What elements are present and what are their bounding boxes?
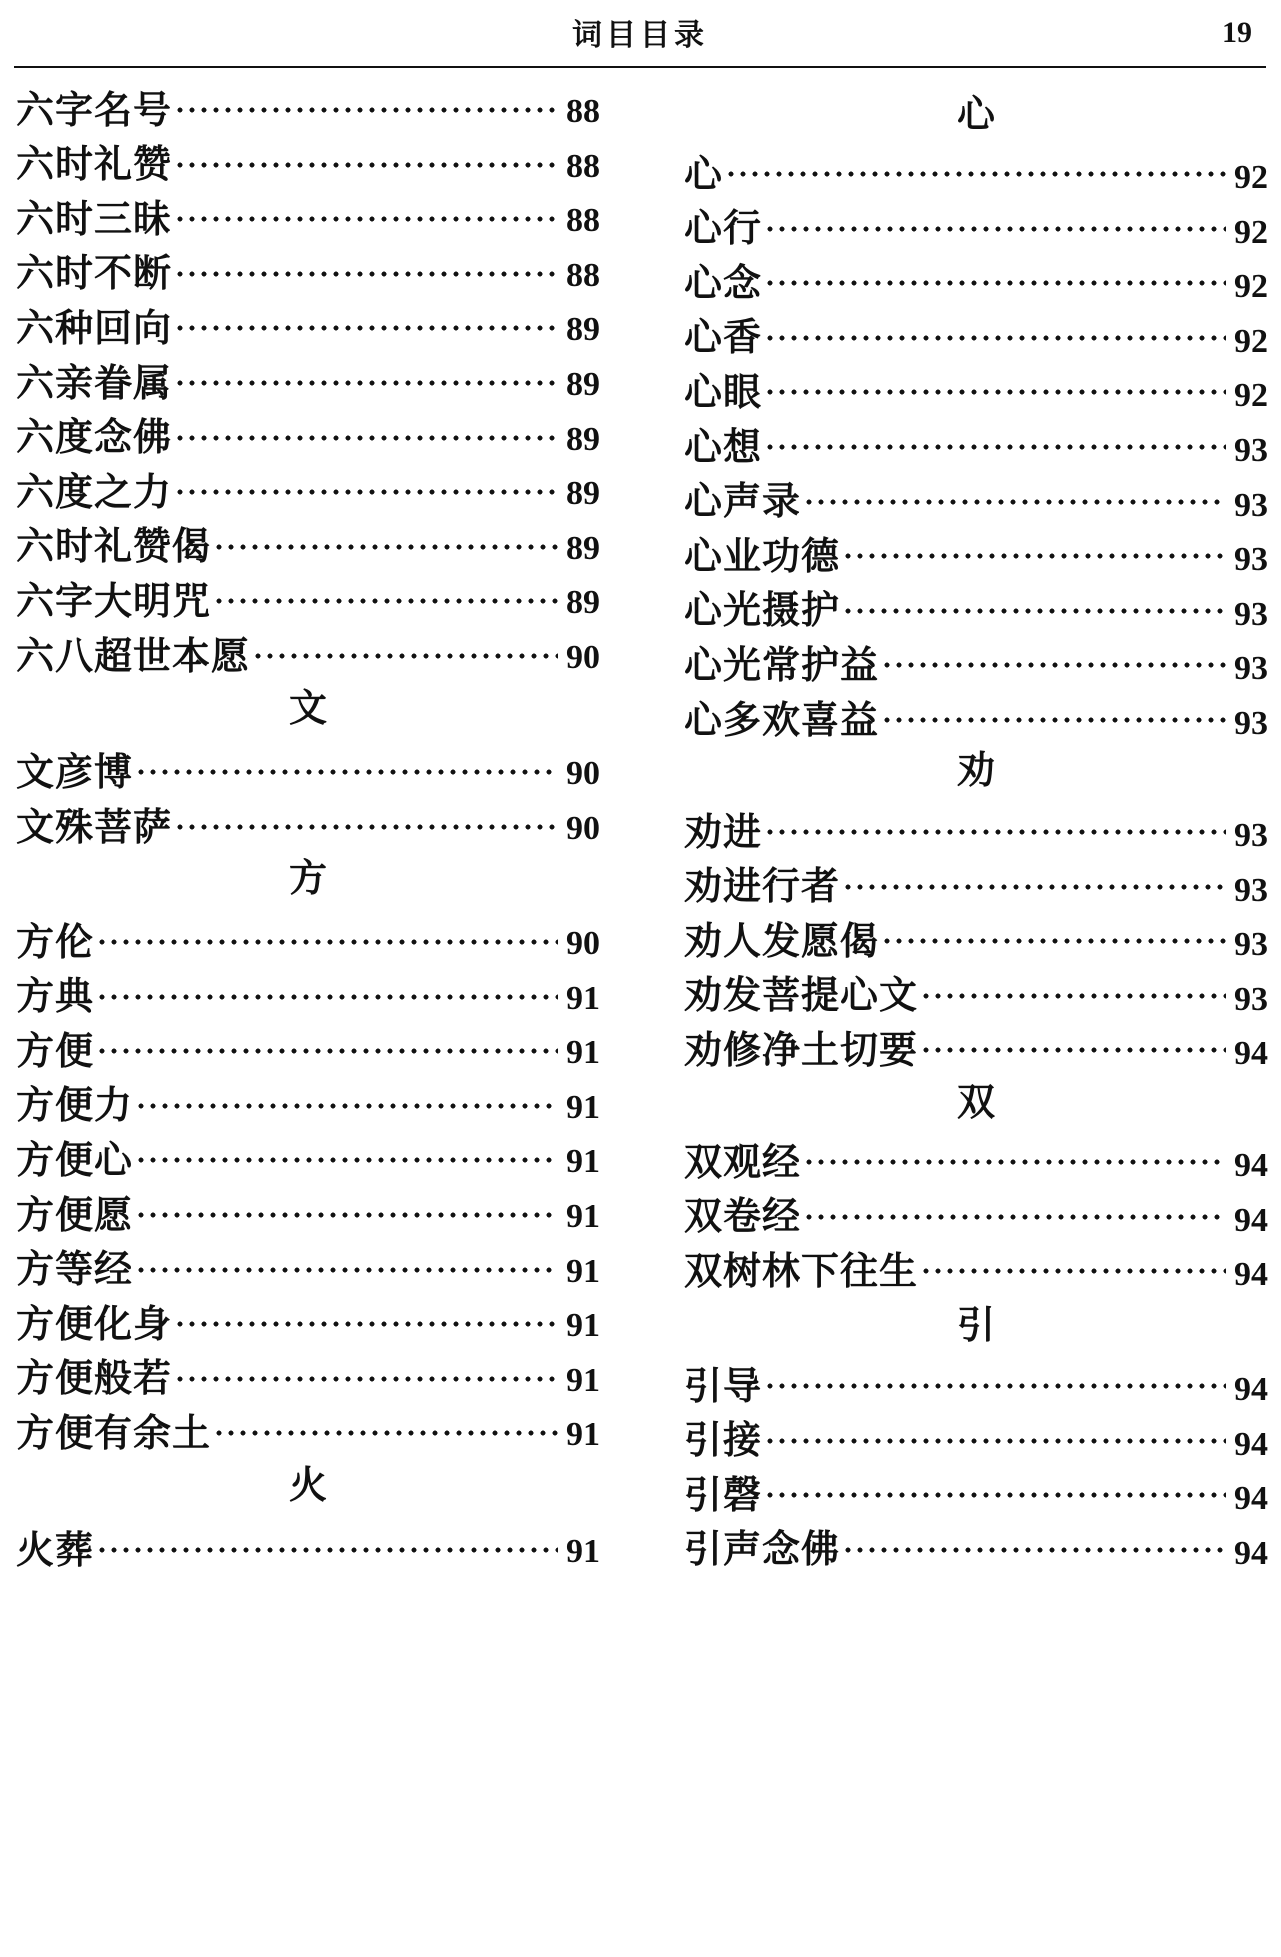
entry-term: 心多欢喜益 [684,696,880,742]
entry-term: 六时礼赞 [16,141,173,187]
dot-leader [96,1036,558,1066]
entry-page-number: 93 [1234,980,1268,1018]
dot-leader [764,377,1226,407]
entry-page-number: 91 [566,1307,600,1345]
index-entry [16,1074,600,1130]
dot-leader [764,214,1226,244]
section-heading: 心 [956,91,995,136]
entry-page-number: 90 [566,755,600,792]
index-entry [684,524,1268,580]
index-entry [16,406,600,462]
index-entry [684,633,1268,689]
dot-leader [764,1371,1226,1401]
entry-term: 心光常护益 [684,641,880,687]
dot-leader [881,926,1226,956]
dot-leader [842,1535,1226,1565]
dot-leader [920,1035,1226,1065]
entry-term: 心业功德 [684,532,841,578]
index-entry [16,1401,600,1457]
dot-leader [213,532,558,562]
entry-page-number: 94 [1234,1371,1268,1408]
dot-leader [174,368,558,398]
section-heading: 引 [956,1302,995,1347]
entry-page-number: 94 [1234,1201,1268,1239]
dot-leader [764,323,1226,353]
index-entry [16,296,600,352]
index-entry [684,470,1268,526]
entry-page-number: 90 [566,810,600,847]
index-entry [684,688,1268,744]
index-entry [16,1183,600,1239]
entry-term: 引接 [684,1417,763,1463]
entry-term: 文彦博 [16,748,134,794]
dot-leader [881,705,1226,735]
entry-page-number: 91 [566,1088,600,1126]
entry-page-number: 93 [1234,541,1268,579]
dot-leader [764,432,1226,462]
dot-leader [803,1147,1226,1177]
entry-term: 方便心 [16,1136,134,1182]
index-entry [684,360,1268,416]
entry-term: 火葬 [16,1526,95,1572]
entry-page-number: 88 [566,147,600,185]
entry-term: 六度念佛 [16,414,173,460]
entry-page-number: 94 [1234,1425,1268,1463]
dot-leader [252,641,558,671]
entry-page-number: 89 [566,420,600,458]
index-entry [684,1518,1268,1574]
index-entry [684,415,1268,471]
index-entry [684,1130,1268,1186]
entry-term: 方典 [16,973,95,1019]
dot-leader [174,259,558,289]
dot-leader [764,817,1226,847]
index-entry [16,1347,600,1403]
entry-term: 方便 [16,1027,95,1073]
index-entry [16,910,600,966]
dot-leader [842,541,1226,571]
index-entry [16,242,600,298]
entry-term: 劝修净土切要 [684,1026,919,1072]
dot-leader [920,981,1226,1011]
entry-term: 心声录 [684,478,802,524]
entry-page-number: 92 [1234,268,1268,306]
entry-term: 方便愿 [16,1191,134,1237]
index-entry [684,1409,1268,1465]
index-entry [16,78,600,134]
entry-term: 心想 [684,423,763,469]
section-heading: 文 [288,685,327,730]
index-entry [684,855,1268,911]
entry-page-number: 89 [566,366,600,403]
dot-leader [174,150,558,180]
entry-page-number: 90 [566,925,600,962]
entry-page-number: 93 [1234,595,1268,633]
entry-term: 六种回向 [16,304,173,350]
entry-term: 心念 [684,259,763,305]
dot-leader [174,1364,558,1394]
entry-term: 心眼 [684,368,763,414]
index-entry [684,197,1268,253]
dot-leader [174,477,558,507]
entry-page-number: 91 [566,1143,600,1181]
entry-term: 心 [684,150,724,196]
entry-page-number: 94 [1234,1256,1268,1294]
dot-leader [96,1535,558,1565]
entry-page-number: 93 [1234,817,1268,854]
entry-term: 心光摄护 [684,587,841,633]
dot-leader [135,1091,558,1121]
entry-term: 六时礼赞偈 [16,523,212,569]
dot-leader [135,1145,558,1175]
dot-leader [764,1480,1226,1510]
entry-page-number: 94 [1234,1035,1268,1073]
index-entry [16,515,600,571]
dot-leader [764,268,1226,298]
entry-page-number: 88 [566,202,600,240]
index-entry [684,800,1268,856]
dot-leader [920,1256,1226,1286]
entry-term: 六时三昧 [16,195,173,241]
entry-term: 方等经 [16,1246,134,1292]
entry-page-number: 92 [1234,322,1268,360]
index-entry [16,740,600,796]
entry-term: 双树林下往生 [684,1247,919,1293]
entry-term: 六时不断 [16,250,173,296]
index-entry [684,251,1268,307]
entry-page-number: 89 [566,584,600,622]
entry-page-number: 93 [1234,486,1268,524]
index-entry [684,964,1268,1020]
dot-leader [174,204,558,234]
entry-page-number: 93 [1234,705,1268,742]
index-entry [684,1018,1268,1074]
entry-page-number: 93 [1234,650,1268,688]
index-entry [16,351,600,407]
section-heading: 方 [288,855,327,900]
entry-term: 六亲眷属 [16,359,173,405]
entry-term: 六八超世本愿 [16,632,251,678]
entry-term: 六度之力 [16,468,173,514]
index-entry [16,1518,600,1574]
index-entry [16,187,600,243]
entry-page-number: 94 [1234,1534,1268,1572]
entry-page-number: 91 [566,1416,600,1454]
section-heading: 火 [288,1462,327,1507]
entry-page-number: 92 [1234,213,1268,251]
entry-term: 引导 [684,1362,763,1408]
dot-leader [842,596,1226,626]
index-entry [16,1238,600,1294]
index-entry [684,909,1268,965]
dot-leader [803,1202,1226,1232]
entry-page-number: 92 [1234,377,1268,415]
entry-page-number: 89 [566,529,600,567]
entry-page-number: 91 [566,979,600,1017]
index-entry [16,133,600,189]
page-number: 19 [1222,16,1252,49]
entry-term: 六字大明咒 [16,577,212,623]
entry-page-number: 91 [566,1198,600,1235]
entry-page-number: 91 [566,1034,600,1072]
dot-leader [213,1418,558,1448]
entry-term: 文殊菩萨 [16,803,173,849]
section-heading: 劝 [956,747,995,792]
entry-page-number: 91 [566,1361,600,1399]
entry-term: 方便力 [16,1082,134,1128]
entry-page-number: 89 [566,311,600,349]
index-entry [16,1292,600,1348]
entry-page-number: 91 [566,1252,600,1290]
index-entry [16,569,600,625]
entry-term: 方便化身 [16,1300,173,1346]
entry-page-number: 92 [1234,159,1268,196]
dot-leader [174,423,558,453]
entry-page-number: 90 [566,639,600,676]
entry-term: 引磬 [684,1471,763,1517]
entry-page-number: 93 [1234,926,1268,964]
entry-term: 劝发菩提心文 [684,972,919,1018]
entry-term: 双卷经 [684,1193,802,1239]
entry-term: 心行 [684,205,763,251]
dot-leader [135,1255,558,1285]
entry-page-number: 94 [1234,1147,1268,1184]
index-entry [684,1239,1268,1295]
dot-leader [174,95,558,125]
entry-term: 六字名号 [16,86,173,132]
dot-leader [174,812,558,842]
entry-term: 劝进行者 [684,863,841,909]
dot-leader [725,159,1226,189]
index-entry [684,1185,1268,1241]
dot-leader [764,1426,1226,1456]
dot-leader [96,982,558,1012]
entry-page-number: 89 [566,475,600,513]
entry-page-number: 93 [1234,871,1268,909]
index-entry [684,1354,1268,1410]
index-entry [16,795,600,851]
dot-leader [96,927,558,957]
entry-term: 方便有余土 [16,1409,212,1455]
dot-leader [174,313,558,343]
entry-term: 心香 [684,314,763,360]
entry-term: 方伦 [16,918,95,964]
entry-page-number: 91 [566,1533,600,1570]
dot-leader [174,1309,558,1339]
entry-term: 劝人发愿偈 [684,917,880,963]
entry-term: 方便般若 [16,1355,173,1401]
dot-leader [842,872,1226,902]
dot-leader [135,757,558,787]
dot-leader [803,487,1226,517]
dot-leader [881,650,1226,680]
index-entry [684,142,1268,198]
index-entry [684,579,1268,635]
entry-page-number: 88 [566,93,600,130]
index-entry [16,624,600,680]
entry-page-number: 93 [1234,432,1268,469]
index-entry [16,460,600,516]
section-heading: 双 [956,1079,995,1124]
dot-leader [135,1200,558,1230]
index-entry [684,1463,1268,1519]
index-entry [684,306,1268,362]
entry-term: 劝进 [684,808,763,854]
entry-page-number: 94 [1234,1480,1268,1518]
entry-term: 引声念佛 [684,1526,841,1572]
entry-page-number: 88 [566,256,600,294]
index-entry [16,1128,600,1184]
page-header [14,0,1266,68]
entry-term: 双观经 [684,1138,802,1184]
dot-leader [213,586,558,616]
header-title: 词目目录 [572,18,708,53]
index-entry [16,965,600,1021]
index-entry [16,1019,600,1075]
